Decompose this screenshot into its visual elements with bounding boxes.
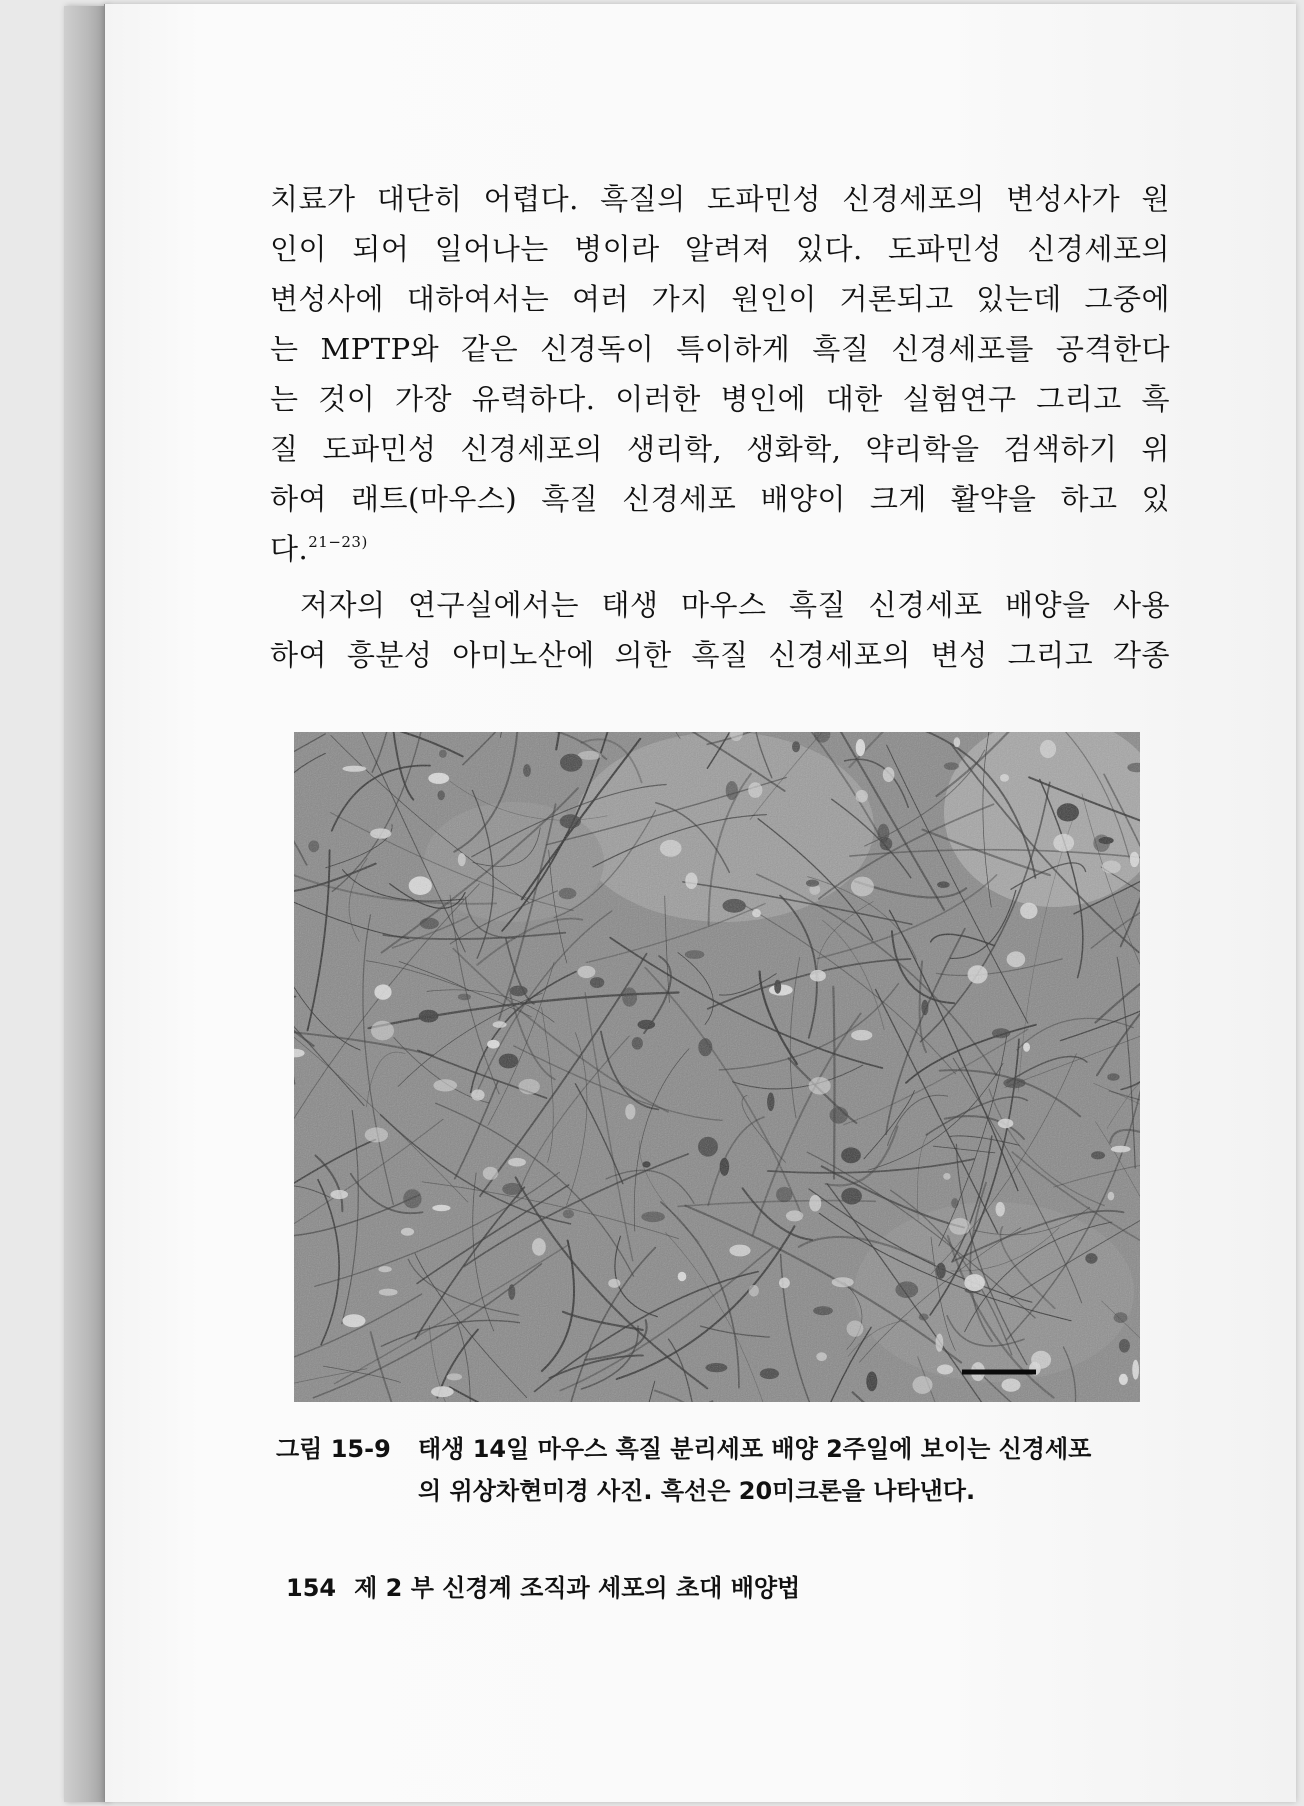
micrograph-photo	[294, 732, 1140, 1402]
caption-line-1: 태생 14일 마우스 흑질 분리세포 배양 2주일에 보이는 신경세포	[418, 1435, 1092, 1463]
text-line: 는 MPTP와 같은 신경독이 특이하게 흑질 신경세포를 공격한다	[270, 332, 1170, 366]
citation-superscript: 21−23)	[308, 533, 368, 551]
page-footer	[286, 1568, 800, 1603]
text-line: 치료가 대단히 어렵다. 흑질의 도파민성 신경세포의 변성사가 원	[270, 182, 1170, 216]
book-edge	[64, 6, 108, 1802]
text-line: 인이 되어 일어나는 병이라 알려져 있다. 도파민성 신경세포의	[270, 232, 1170, 266]
text-line: 하여 래트(마우스) 흑질 신경세포 배양이 크게 활약을 하고 있	[270, 482, 1170, 516]
text-line-last	[270, 524, 1170, 574]
text-line: 질 도파민성 신경세포의 생리학, 생화학, 약리학을 검색하기 위	[270, 432, 1170, 466]
figure-label: 그림 15-9	[276, 1435, 391, 1463]
paragraph2-line: 저자의 연구실에서는 태생 마우스 흑질 신경세포 배양을 사용	[300, 588, 1170, 622]
body-text	[270, 174, 1170, 680]
text-line: 는 것이 가장 유력하다. 이러한 병인에 대한 실험연구 그리고 흑	[270, 382, 1170, 416]
text-line: 변성사에 대하여서는 여러 가지 원인이 거론되고 있는데 그중에	[270, 282, 1170, 316]
micrograph-image	[294, 732, 1140, 1402]
caption-line-2: 의 위상차현미경 사진. 흑선은 20미크론을 나타낸다.	[418, 1477, 976, 1505]
page-number: 154	[286, 1574, 337, 1602]
running-title: 제 2 부 신경계 조직과 세포의 초대 배양법	[354, 1574, 801, 1602]
paragraph2-line: 하여 흥분성 아미노산에 의한 흑질 신경세포의 변성 그리고 각종	[270, 638, 1170, 672]
figure-caption	[276, 1428, 1176, 1512]
last-line-text: 다.	[270, 532, 309, 566]
